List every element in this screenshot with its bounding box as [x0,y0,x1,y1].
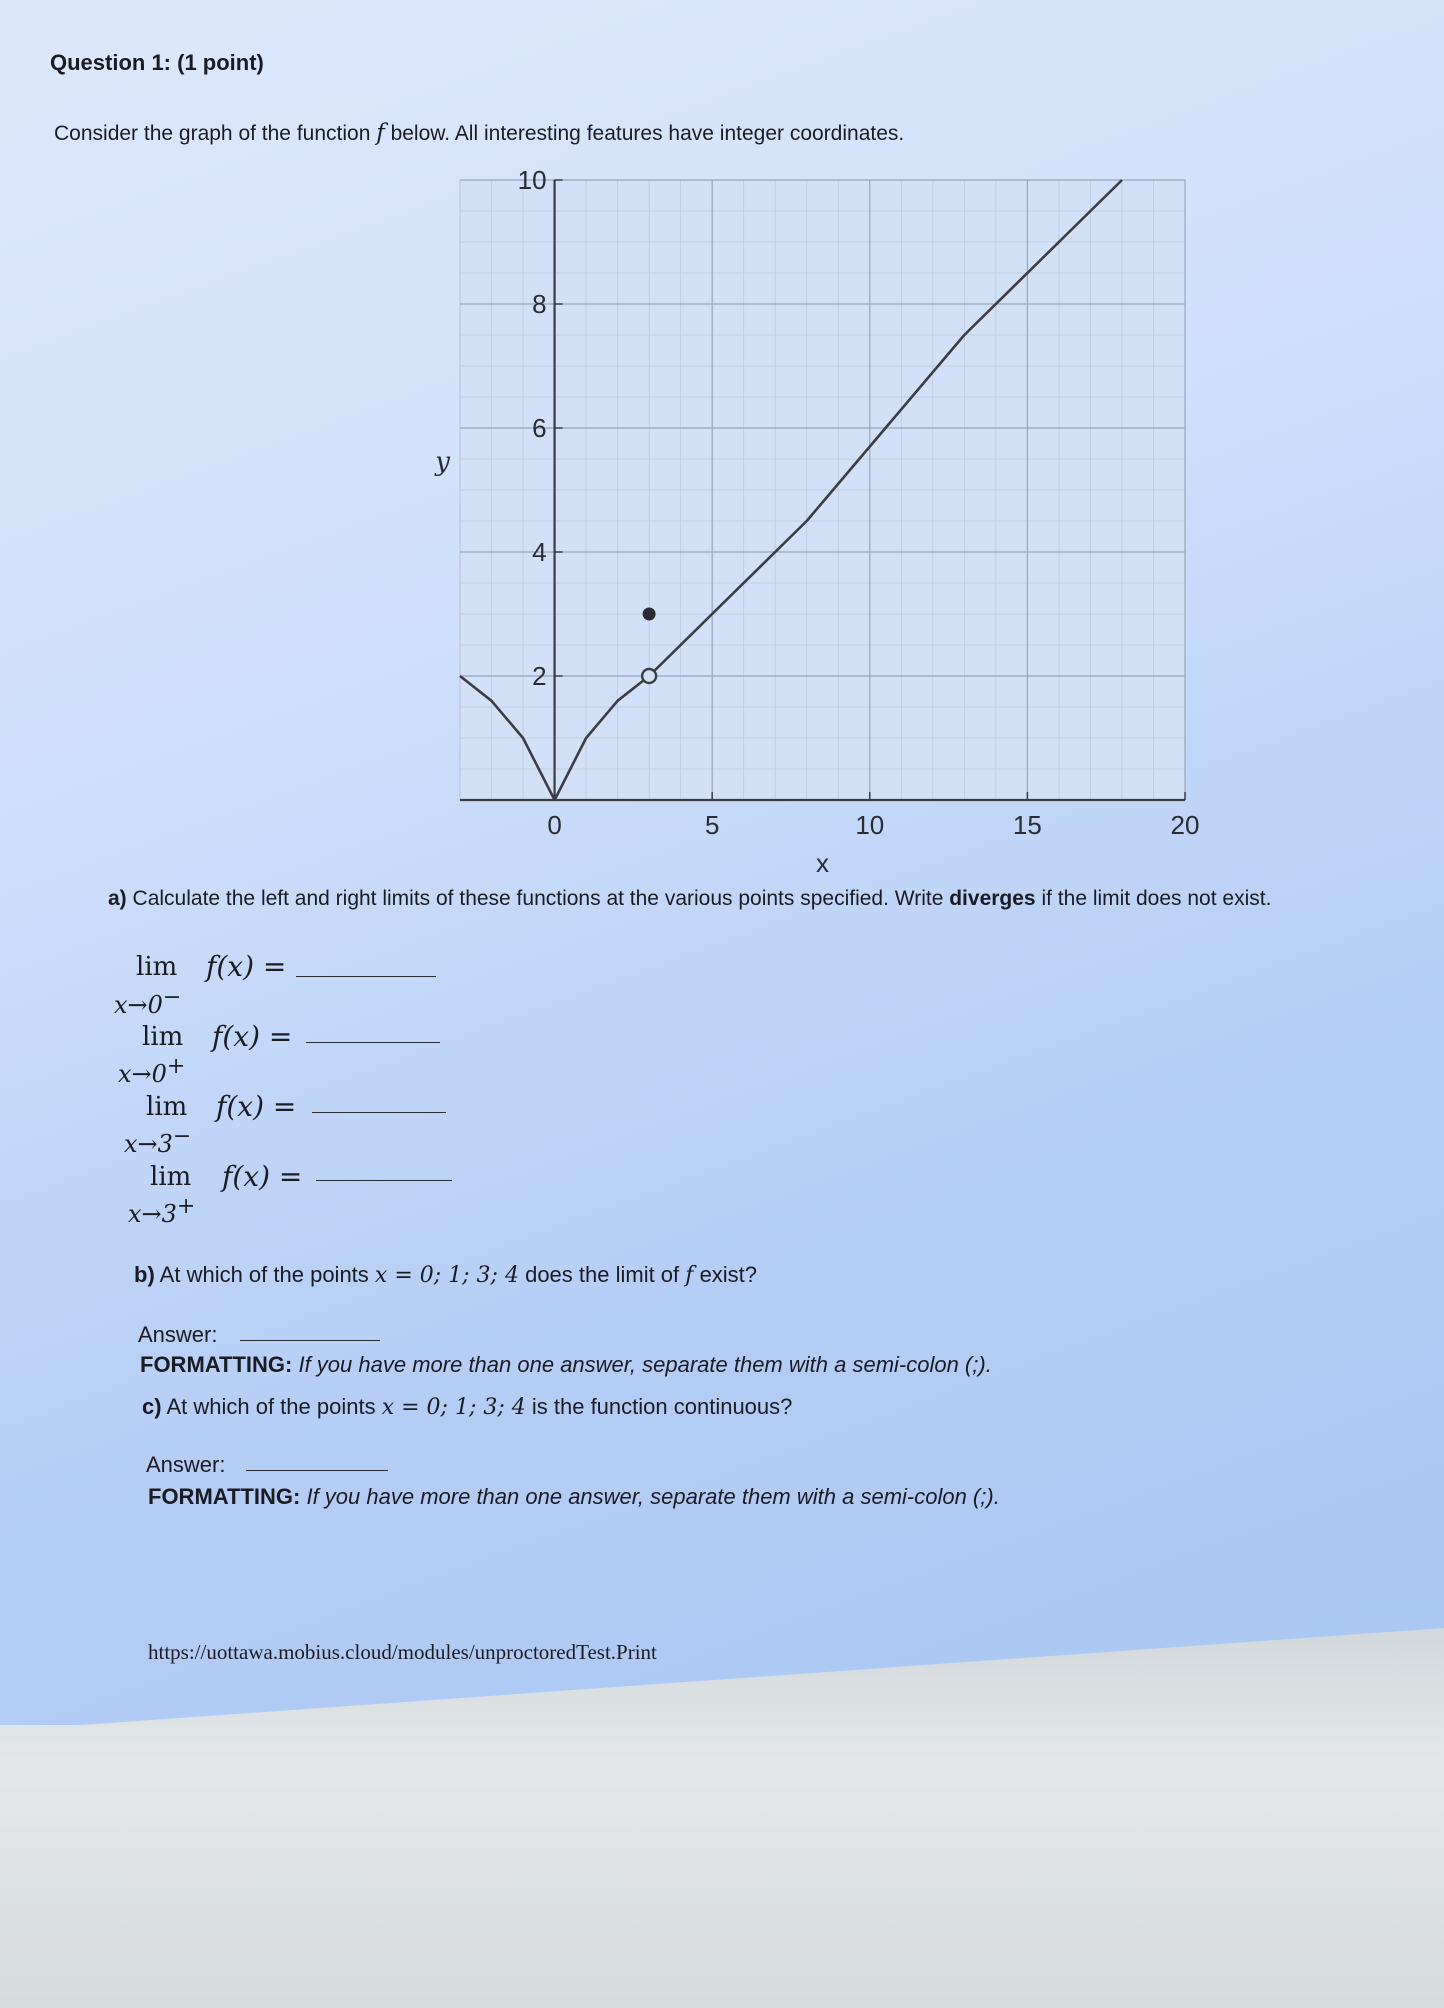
limit-word: lim [146,1092,188,1122]
question-intro [54,120,904,146]
limit-approach-value: x→0 [118,1060,167,1088]
y-tick-label: 6 [532,413,547,443]
part-c-text-post: is the function continuous? [531,1394,793,1419]
limit-approach [124,1124,191,1158]
part-b-text-post: does the limit of [525,1262,680,1287]
limit-answer-field[interactable] [316,1180,452,1181]
part-a-emph: diverges [949,887,1036,910]
limit-direction: − [172,1124,192,1149]
part-b-text-pre: At which of the points [159,1262,369,1287]
part-b-fn: f [685,1263,694,1288]
part-a-label: a) [108,887,127,910]
part-b-format-text: If you have more than one answer, separate them with a semi-colon (;). [298,1352,992,1377]
limit-word: lim [136,952,178,982]
part-a-prompt [108,887,1271,911]
filled-point [643,608,656,621]
part-c-prompt [142,1394,792,1420]
y-tick-label: 10 [517,165,547,195]
part-b-formatting [140,1352,992,1378]
part-c-formatting [148,1484,1000,1510]
y-axis-label: y [435,447,450,477]
part-b-math: x = 0; 1; 3; 4 [374,1263,519,1288]
limit-direction: − [162,985,182,1010]
limit-direction: + [166,1054,186,1079]
part-c-label: c) [142,1394,162,1419]
part-c-answer-field[interactable] [246,1470,388,1471]
intro-post: below. All interesting features have integer coordinates. [390,122,905,145]
limit-expression: f(x) = [212,1020,293,1053]
part-c-math: x = 0; 1; 3; 4 [381,1395,526,1420]
part-b-prompt [134,1262,757,1288]
limit-word: lim [142,1022,184,1052]
x-tick-label: 0 [547,810,562,840]
limit-approach-value: x→3 [124,1130,173,1158]
limit-answer-field[interactable] [306,1042,440,1043]
x-axis-label: x [816,848,829,878]
part-b-text-end: exist? [699,1262,758,1287]
part-a-text-end: if the limit does not exist. [1041,887,1272,910]
limit-approach-value: x→3 [128,1200,177,1228]
part-b-answer-field[interactable] [240,1340,380,1341]
x-tick-label: 15 [1012,810,1042,840]
limit-word: lim [150,1162,192,1192]
y-tick-label: 8 [532,289,547,319]
x-tick-label: 5 [704,810,720,840]
intro-pre: Consider the graph of the function [54,122,371,145]
limit-expression: f(x) = [206,950,287,983]
part-c-text-pre: At which of the points [166,1394,376,1419]
function-graph [410,160,1230,880]
part-b-format-label: FORMATTING: [140,1352,293,1377]
y-tick-label: 4 [532,537,547,567]
y-tick-label: 2 [532,661,547,691]
limit-answer-field[interactable] [296,976,436,977]
x-tick-label: 20 [1170,810,1200,840]
limit-approach [128,1194,195,1228]
part-b-answer-label: Answer: [138,1322,218,1347]
graph-svg [410,160,1230,880]
limit-approach [114,985,181,1019]
part-c-format-label: FORMATTING: [148,1484,301,1509]
intro-function: f [376,120,385,146]
footer-url: https://uottawa.mobius.cloud/modules/unproctoredTest.Print [148,1640,657,1664]
limit-expression: f(x) = [222,1160,303,1193]
limit-approach-value: x→0 [114,991,163,1019]
limit-answer-field[interactable] [312,1112,446,1113]
x-tick-label: 10 [855,810,885,840]
open-point [642,669,656,683]
part-c-answer-label: Answer: [146,1452,226,1477]
part-c-format-text: If you have more than one answer, separate them with a semi-colon (;). [306,1484,1000,1509]
limit-approach [118,1054,185,1088]
question-heading: Question 1: (1 point) [50,50,264,75]
part-b-label: b) [134,1262,155,1287]
part-a-text: Calculate the left and right limits of these functions at the various points specified. Write [132,887,944,910]
limit-expression: f(x) = [216,1090,297,1123]
limit-direction: + [176,1194,196,1219]
